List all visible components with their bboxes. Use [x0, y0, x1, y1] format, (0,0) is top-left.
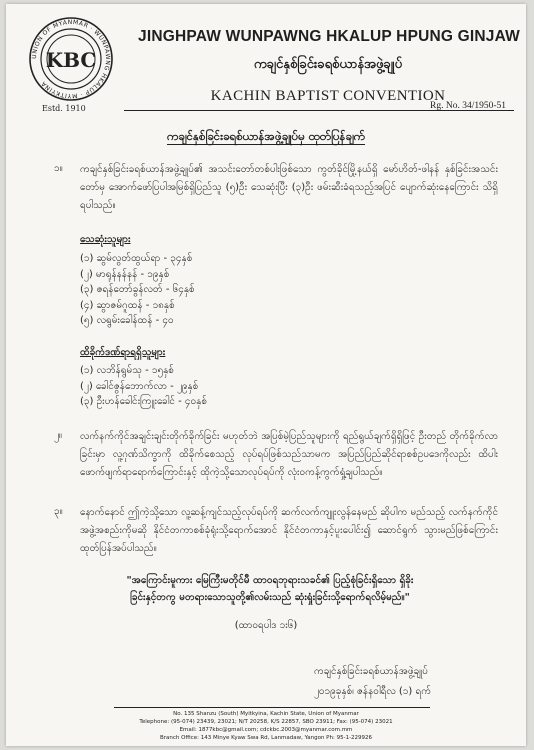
list-item: (၅) လရွမ်းခေါန်ထန် - ၄၀: [80, 315, 174, 326]
list-item: (၃) ဦးဟန်ခေါင်းကြူးခေါင် - ၄၀နှစ်: [80, 396, 207, 407]
dead-heading: သေဆုံးသူများ: [80, 234, 131, 245]
footer-phone: Telephone: (95-074) 23439, 23021; N/T 20258, K/S 22857, SBO 23911; Fax: (95-074) 23021: [139, 719, 393, 725]
para1-text: ကချင်နှစ်ခြင်းခရစ်ယာန်အဖွဲ့ချုပ်၏ အသင်းတော်တစ်ပါးဖြစ်သော ကွတ်ခိုင်မြို့နယ်ရှိ မော်ဟိတ်-ဖါနန် နှစ်ခြင်းအသင်းတော်မှ အောက်ဖော်ပြပါအမြစ်ရှိပြည်သူ (၅)ဦး သေဆုံးပြီး (၃)ဦး ဖမ်းဆီးခံရသည့်အပြင် ပျောက်ဆုံးနေကြောင်း သိရှိရပါသည်။: [80, 164, 498, 211]
signatory-org: ကချင်နှစ်ခြင်းခရစ်ယာန်အဖွဲ့ချုပ်: [314, 666, 428, 677]
scripture-reference: (ထာဝရပါဒ ၁း၆): [234, 620, 298, 631]
dead-list: [80, 251, 195, 329]
scripture-quote: "အကြောင်းမူကား မြေကြီးမတိုင်မီ ထာဝရဘုရားသခင်၏ ပြည့်စုံခြင်းရှိသော ရှိခိုးခြင်းနှင့်တကွ မတရားသောသူတို့၏လမ်းသည် ဆုံးရှုံးခြင်းသို့ရောက်ရလိမ့်မည်။": [126, 575, 414, 603]
statement-title-text: ကချင်နှစ်ခြင်းခရစ်ယာန်အဖွဲ့ချုပ်မှ ထုတ်ပြန်ချက်: [167, 129, 365, 143]
kbc-seal-logo: [28, 16, 114, 102]
footer-branch: Branch Office: 143 Minye Kyaw Swa Rd, Lanmadaw, Yangon Ph: 95-1-229926: [159, 735, 373, 741]
para3-text: နောက်နောင် ဤကဲ့သို့သော လူ့ဆန့်ကျင်သည့်လုပ်ရပ်ကို ဆက်လက်ကျူးလွန်နေမည် ဆိုပါက မည်သည့် လက်နက်ကိုင်အဖွဲ့အစည်းကိုမဆို နိုင်ငံတကာစစ်ခုံရုံးသို့ရောက်အောင် နိုင်ငံတကာနှင့်ပူးပေါင်း၍ ဆောင်ရွက် သွားမည်ဖြစ်ကြောင်း ထုတ်ပြန်အပ်ပါသည်။: [80, 507, 498, 554]
footer-address: No. 135 Shanzu (South) Myitkyina, Kachin State, Union of Myanmar: [173, 711, 359, 717]
list-item: (၂) မာရုန်နန်နန် - ၁၉နှစ်: [80, 268, 170, 280]
org-name-jinghpaw: JINGHPAW WUNPAWNG HKALUP HPUNG GINJAW: [138, 28, 520, 45]
list-item: (၃) ဇရန်တော်ခွန်လတ် - ၆၄နှစ်: [80, 284, 195, 295]
letterhead-page: [6, 4, 526, 746]
header-divider: [124, 110, 514, 111]
injured-list: [80, 363, 207, 410]
list-item: (၂) ခေါင်ဇွန်ဘောက်လာ - ၂၉နှစ်: [80, 380, 199, 392]
injured-heading: ထိခိုက်ဒဏ်ရာရရှိသူများ: [80, 347, 166, 358]
statement-date: ၂၀၁၉ခုနှစ်၊ ဇန်နဝါရီလ (၁) ရက်: [314, 686, 432, 697]
list-item: (၁) လဘိန်ရွမ်သု - ၁၅နှစ်: [80, 365, 174, 376]
seal-monogram: KBC: [45, 48, 97, 72]
list-item: (၄) ဆွာဇမ်ဂူထန် - ၁၈နှစ်: [80, 299, 175, 311]
registration-number: Rg. No. 34/1950-51: [430, 101, 506, 111]
org-name-burmese: ကချင်နှစ်ခြင်းခရစ်ယာန်အဖွဲ့ချုပ်: [253, 57, 403, 72]
para2-number: ၂။: [54, 430, 62, 441]
footer-email: Email: 1877kbc@gmail.com; cdckbc.2003@myanmar.com.mm: [179, 727, 353, 733]
seal-svg: [28, 16, 114, 102]
footer-divider: [114, 707, 430, 708]
list-item: (၁) ဆွမ်လွတ်ထွယ်ရာ - ၃၄နှစ်: [80, 253, 193, 264]
para2-text: လက်နက်ကိုင်အချင်းချင်းတိုက်ခိုက်ခြင်း မဟုတ်ဘဲ အပြစ်မဲ့ပြည်သူများကို ရည်ရွယ်ချက်ရှိရှိဖြင့် ဦးတည် တိုက်ခိုက်လာခြင်းမှာ လူ့ဂုဏ်သိက္ခာကို ထိခိုက်စေသည့် လုပ်ရပ်ဖြစ်သည်သာမက အပြည်ပြည်ဆိုင်ရာစစ်ဥပဒေကိုလည်း ထိပါး ဖောက်ဖျက်ရာရောက်ကြောင်းနှင့် ထိုကဲ့သို့သောလုပ်ရပ်ကို လုံးဝကန့်ကွက်ရှုံ့ချပါသည်။: [80, 431, 498, 478]
para3-number: ၃။: [54, 506, 63, 517]
statement-title: [6, 129, 526, 146]
established-year: Estd. 1910: [42, 104, 86, 113]
seal-ring-text: UNION OF MYANMAR · WUNPAWNG HKALUP · MYITKYINA: [30, 18, 112, 100]
para1-number: ၁။: [54, 163, 63, 174]
org-name-english: KACHIN BAPTIST CONVENTION: [210, 88, 446, 104]
